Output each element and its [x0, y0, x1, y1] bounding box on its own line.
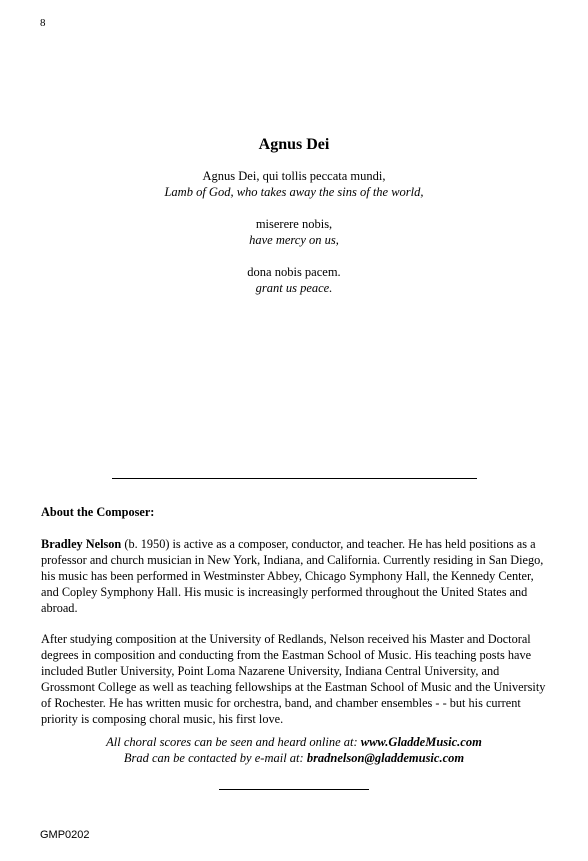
email-line	[0, 750, 588, 766]
bio-paragraph	[41, 536, 551, 616]
website-link[interactable]: www.GladdeMusic.com	[360, 735, 482, 749]
stanza	[0, 168, 588, 200]
translation-line: have mercy on us,	[249, 233, 339, 247]
composer-name: Bradley Nelson	[41, 537, 122, 551]
footer-code: GMP0202	[40, 829, 90, 841]
email-text: Brad can be contacted by e-mail at:	[123, 751, 307, 765]
stanza	[0, 216, 588, 248]
page-number: 8	[40, 17, 46, 29]
about-heading: About the Composer:	[41, 505, 155, 519]
page-title: Agnus Dei	[258, 136, 330, 153]
contact-block	[0, 734, 588, 766]
stanza	[0, 264, 588, 296]
translation-line: grant us peace.	[255, 281, 333, 295]
scores-text: All choral scores can be seen and heard online at:	[106, 735, 361, 749]
bio-paragraph: After studying composition at the University of Redlands, Nelson received his Master and Doctoral degrees in composition and conducting from the Eastman School of Music. His teaching posts have included Butler University, Point Loma Nazarene University, Indiana Central University, and Grossmont College as well as teaching fellowships at the Eastman School of Music and the University of Rochester. He has written music for orchestra, band, and chamber ensembles - - but his current priority is composing choral music, his first love.	[41, 632, 546, 726]
email-link[interactable]: bradnelson@gladdemusic.com	[306, 751, 465, 765]
lyrics-block	[0, 168, 588, 312]
about-composer-section	[41, 504, 551, 743]
scores-line	[0, 734, 588, 750]
footer-divider	[219, 789, 369, 790]
latin-line: Agnus Dei, qui tollis peccata mundi,	[202, 169, 386, 183]
latin-line: dona nobis pacem.	[247, 265, 341, 279]
bio-text: (b. 1950) is active as a composer, conductor, and teacher. He has held positions as a professor and church musician in New York, Indiana, and California. Currently residing in San Diego, his music has been performed in Westminster Abbey, Chicago Symphony Hall, the Kennedy Center, and Copley Symphony Hall. His music is increasingly performed throughout the United States and abroad.	[41, 537, 544, 615]
translation-line: Lamb of God, who takes away the sins of the world,	[164, 185, 424, 199]
section-divider	[112, 478, 477, 479]
latin-line: miserere nobis,	[255, 217, 333, 231]
